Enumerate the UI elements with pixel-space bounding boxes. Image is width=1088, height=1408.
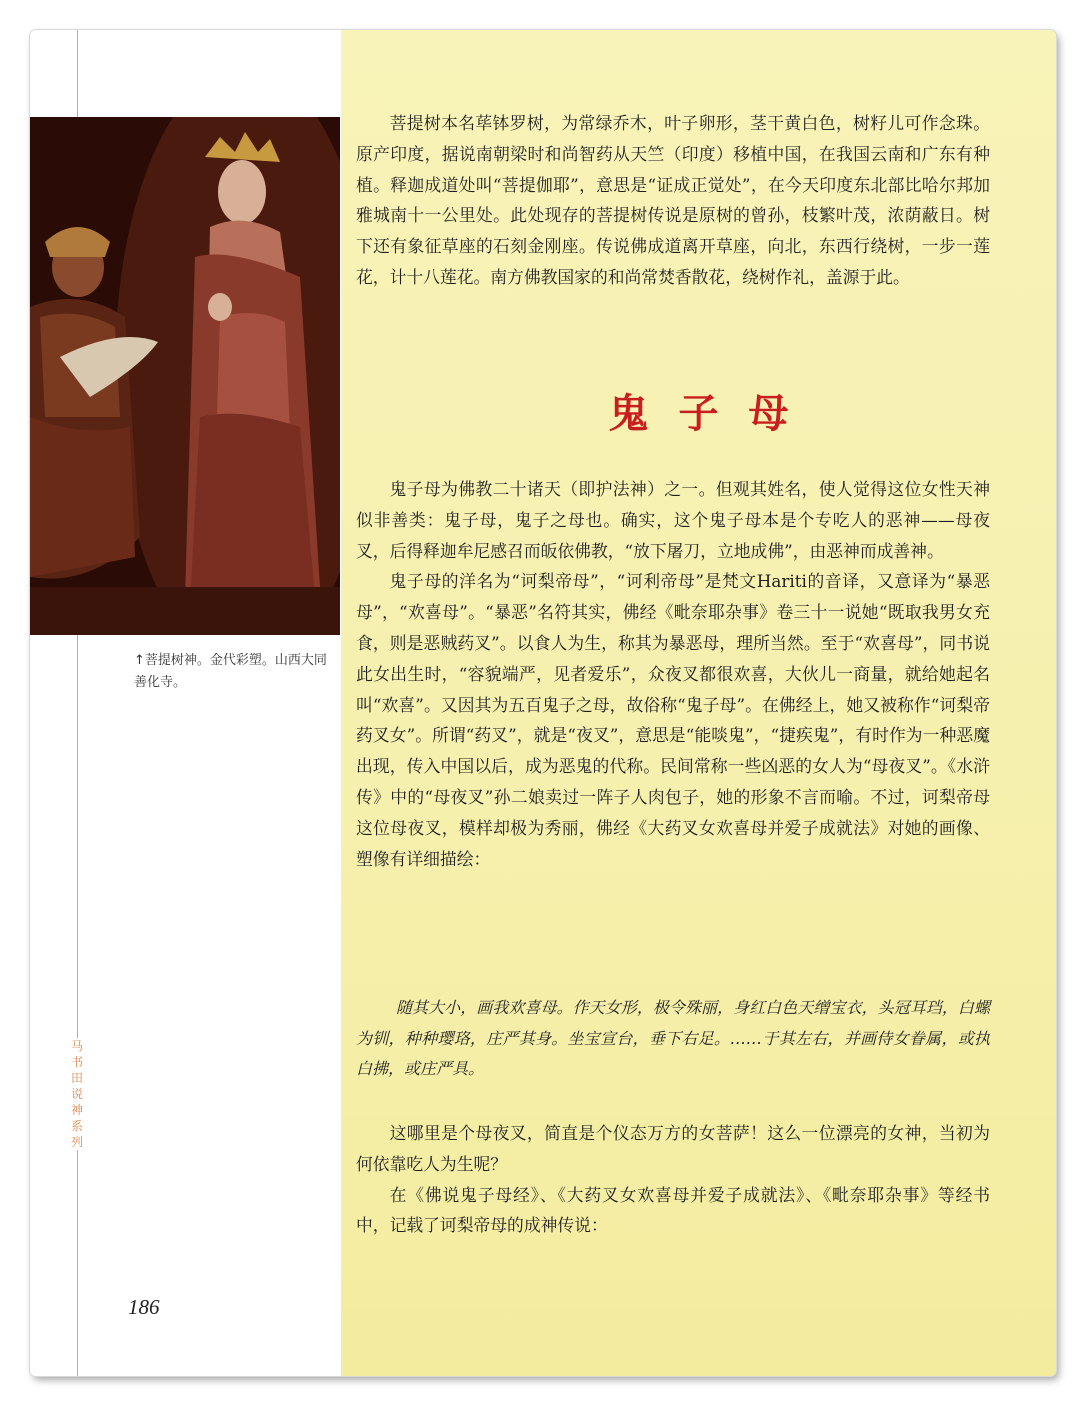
paragraph: 在《佛说鬼子母经》、《大药叉女欢喜母并爱子成就法》、《毗奈耶杂事》等经书中，记载了诃梨帝母的成神传说： (356, 1184, 990, 1236)
paragraph: 菩提树本名荜钵罗树，为常绿乔木，叶子卵形，茎干黄白色，树籽儿可作念珠。原产印度，据说南朝梁时和尚智药从天竺（印度）移植中国，在我国云南和广东有种植。释迦成道处叫“菩提伽耶”，意思是“证成正觉处”，在今天印度东北部比哈尔邦加雅城南十一公里处。此处现存的菩提树传说是原树的曾孙，枝繁叶茂，浓荫蔽日。树下还有象征草座的石刻金刚座。传说佛成道离开草座，向北，东西行绕树，一步一莲花，计十八莲花。南方佛教国家的和尚常焚香散花，绕树作礼，盖源于此。 (356, 113, 990, 287)
quote-text: 随其大小，画我欢喜母。作天女形，极令殊丽，身红白色天缯宝衣，头冠耳珰，白螺为钏，种种璎珞，庄严其身。坐宝宣台，垂下右足。……于其左右，并画侍女眷属，或执白拂，或庄严具。 (356, 998, 990, 1078)
paragraph: 鬼子母的洋名为“诃梨帝母”，“诃利帝母”是梵文Hariti的音译，又意译为“暴恶母”，“欢喜母”。“暴恶”名符其实，佛经《毗奈耶杂事》卷三十一说她“既取我男女充食，则是恶贼药叉”。以食人为生，称其为暴恶母，理所当然。至于“欢喜母”，同书说此女出生时，“容貌端严，见者爱乐”，众夜叉都很欢喜，大伙儿一商量，就给她起名叫“欢喜”。又因其为五百鬼子之母，故俗称“鬼子母”。在佛经上，她又被称作“诃梨帝药叉女”。所谓“药叉”，就是“夜叉”，意思是“能啖鬼”，“捷疾鬼”，有时作为一种恶魔出现，传入中国以后，成为恶鬼的代称。民间常称一些凶恶的女人为“母夜叉”。《水浒传》中的“母夜叉”孙二娘卖过一阵子人肉包子，她的形象不言而喻。不过，诃梨帝母这位母夜叉，模样却极为秀丽，佛经《大药叉女欢喜母并爱子成就法》对她的画像、塑像有详细描绘： (356, 571, 990, 869)
page-number: 186 (128, 1295, 160, 1319)
book-page (30, 30, 1056, 1376)
section-title: 鬼子母 (608, 390, 819, 437)
paragraph: 这哪里是个母夜叉，简直是个仪态万方的女菩萨！这么一位漂亮的女神，当初为何依靠吃人为生呢？ (356, 1123, 990, 1174)
bodhi-tree-deity-photo (30, 117, 340, 635)
guizimu-text-continued (356, 1118, 990, 1241)
photo-caption: ↑菩提树神。金代彩塑。山西大同善化寺。 (134, 653, 327, 690)
scripture-quote (356, 993, 990, 1085)
series-label: 马书田说神系列 (70, 1039, 83, 1149)
left-margin (30, 30, 341, 1376)
paragraph: 鬼子母为佛教二十诸天（即护法神）之一。但观其姓名，使人觉得这位女性天神似非善类：鬼子母，鬼子之母也。确实，这个鬼子母本是个专吃人的恶神——母夜叉，后得释迦牟尼感召而皈依佛教，“放下屠刀，立地成佛”，由恶神而成善神。 (356, 479, 990, 561)
guizimu-text (356, 474, 990, 874)
bodhi-tree-text (356, 108, 990, 293)
